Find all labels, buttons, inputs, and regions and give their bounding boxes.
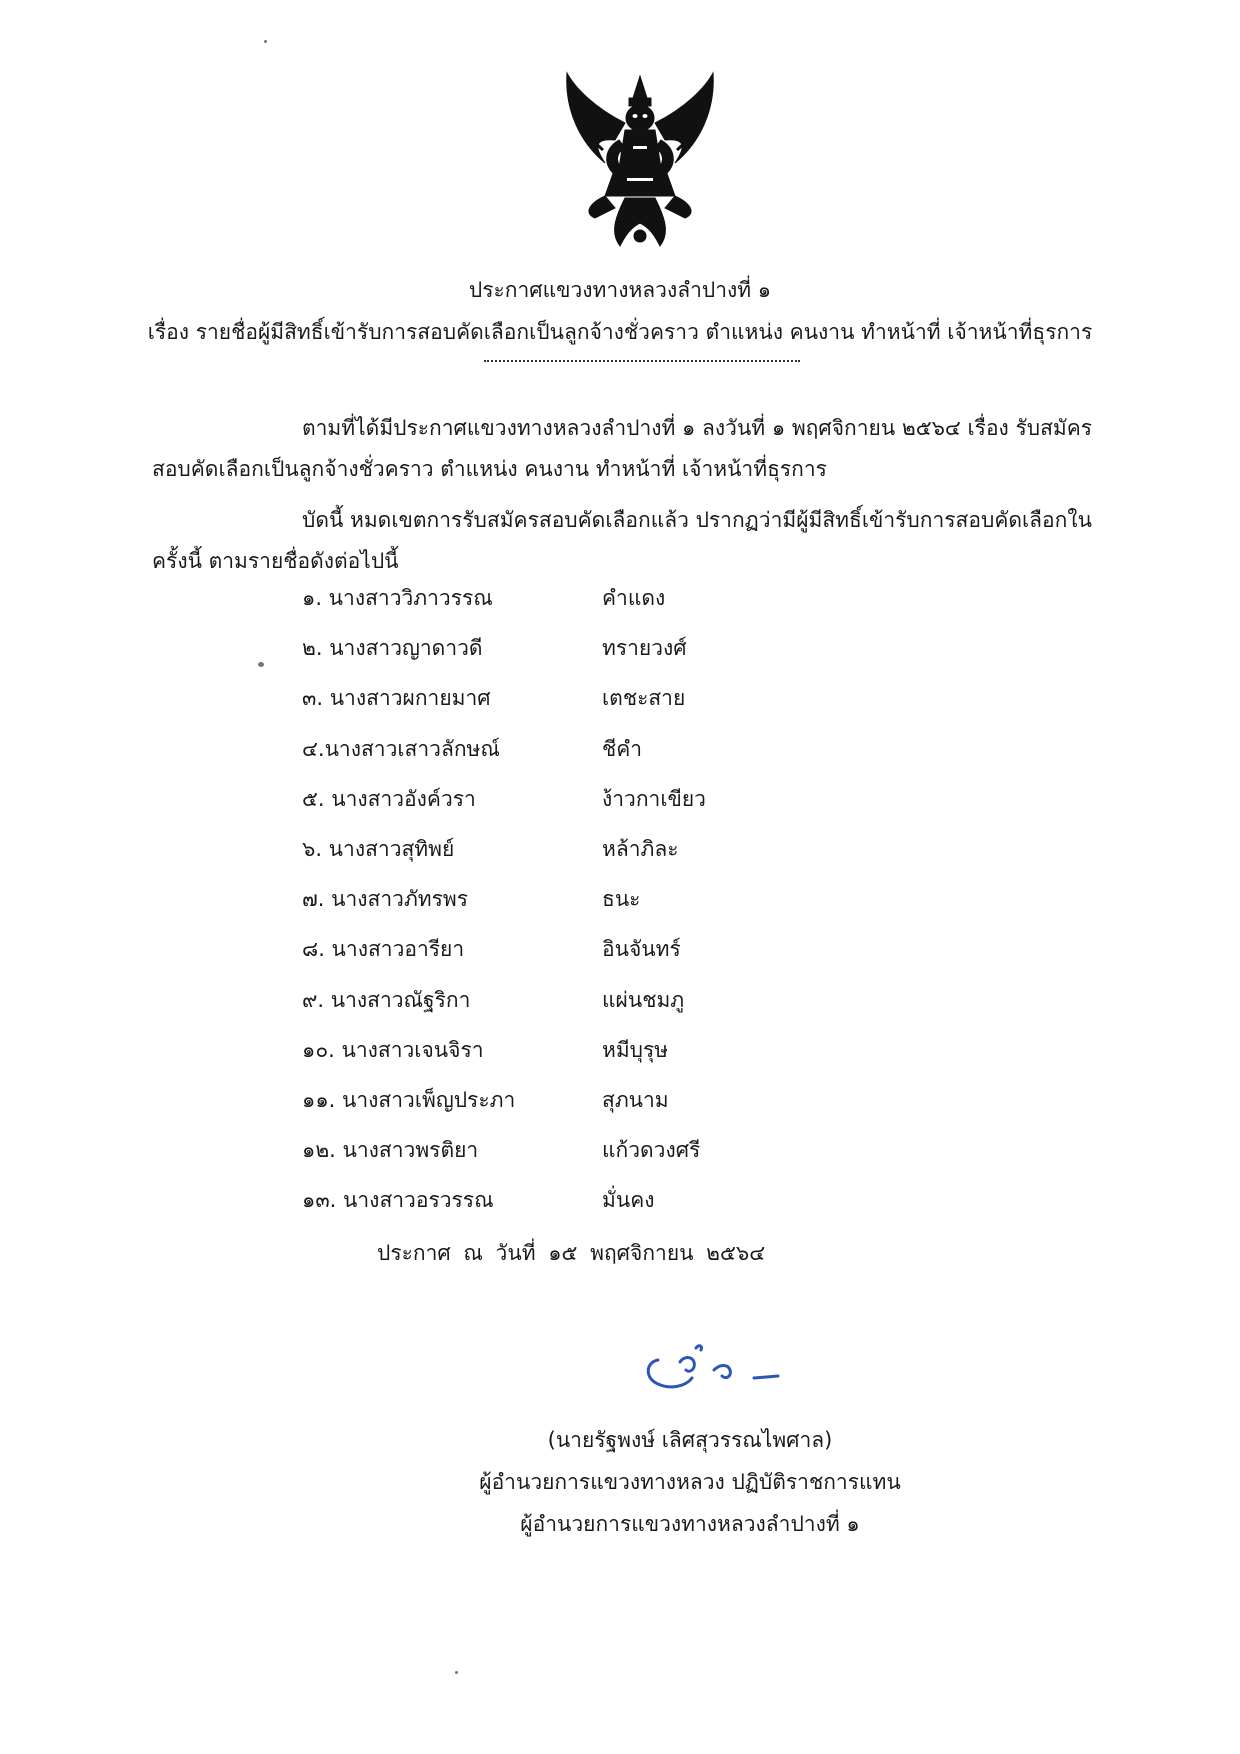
paragraph-reference bbox=[152, 408, 1132, 490]
candidate-first-name: ๔.นางสาวเสาวลักษณ์ bbox=[302, 736, 500, 761]
candidate-last-name: ง้าวกาเขียว bbox=[602, 786, 706, 811]
signer-organization: ผู้อำนวยการแขวงทางหลวงลำปางที่ ๑ bbox=[520, 1512, 860, 1536]
candidate-last-name: สุภนาม bbox=[602, 1087, 669, 1112]
list-item bbox=[302, 933, 902, 983]
list-item bbox=[302, 833, 902, 883]
announcement-date: ประกาศ ณ วันที่ ๑๕ พฤศจิกายน ๒๕๖๔ bbox=[377, 1241, 766, 1265]
scan-speck bbox=[264, 40, 267, 43]
paragraph-line: ครั้งนี้ ตามรายชื่อดังต่อไปนี้ bbox=[152, 549, 399, 573]
announcement-subject: เรื่อง รายชื่อผู้มีสิทธิ์เข้ารับการสอบคัดเลือกเป็นลูกจ้างชั่วคราว ตำแหน่ง คนงาน ทำหน้าที่ เจ้าหน้าที่ธุรการ bbox=[147, 320, 1093, 344]
signer-title: ผู้อำนวยการแขวงทางหลวง ปฏิบัติราชการแทน bbox=[479, 1470, 901, 1494]
list-item bbox=[302, 632, 902, 682]
candidate-last-name: แผ่นชมภู bbox=[602, 987, 685, 1012]
candidate-last-name: หล้าภิละ bbox=[602, 836, 679, 861]
candidate-first-name: ๙. นางสาวณัฐริกา bbox=[302, 987, 471, 1012]
list-item bbox=[302, 682, 902, 732]
dotted-separator bbox=[484, 350, 800, 362]
candidate-first-name: ๕. นางสาวอังค์วรา bbox=[302, 786, 476, 811]
signer-name: (นายรัฐพงษ์ เลิศสุวรรณไพศาล) bbox=[547, 1428, 833, 1452]
candidate-first-name: ๑๑. นางสาวเพ็ญประภา bbox=[302, 1087, 516, 1112]
scan-speck bbox=[455, 1671, 458, 1674]
paragraph-line: ตามที่ได้มีประกาศแขวงทางหลวงลำปางที่ ๑ ลงวันที่ ๑ พฤศจิกายน ๒๕๖๔ เรื่อง รับสมัคร bbox=[302, 416, 1093, 440]
candidate-last-name: มั่นคง bbox=[602, 1188, 655, 1213]
candidate-last-name: คำแดง bbox=[602, 586, 666, 610]
list-item bbox=[302, 783, 902, 833]
candidate-first-name: ๑๒. นางสาวพรติยา bbox=[302, 1138, 479, 1163]
candidate-first-name: ๖. นางสาวสุทิพย์ bbox=[302, 836, 455, 861]
candidate-first-name: ๒. นางสาวญาดาวดี bbox=[302, 636, 483, 661]
announcement-title: ประกาศแขวงทางหลวงลำปางที่ ๑ bbox=[468, 278, 772, 302]
candidate-first-name: ๓. นางสาวผกายมาศ bbox=[302, 686, 491, 711]
candidate-last-name: แก้วดวงศรี bbox=[602, 1138, 701, 1163]
list-item bbox=[302, 733, 902, 783]
candidate-last-name: เตชะสาย bbox=[602, 686, 686, 711]
list-item bbox=[302, 984, 902, 1034]
paragraph-line: สอบคัดเลือกเป็นลูกจ้างชั่วคราว ตำแหน่ง คนงาน ทำหน้าที่ เจ้าหน้าที่ธุรการ bbox=[152, 457, 827, 481]
list-item bbox=[302, 883, 902, 933]
candidate-last-name: อินจันทร์ bbox=[602, 937, 681, 962]
candidate-first-name: ๗. นางสาวภัทรพร bbox=[302, 887, 469, 912]
candidate-last-name: หมีบุรุษ bbox=[602, 1037, 669, 1062]
candidate-list bbox=[302, 582, 902, 1234]
candidate-last-name: ธนะ bbox=[602, 887, 641, 912]
signature-icon bbox=[636, 1340, 806, 1400]
candidate-first-name: ๑. นางสาววิภาวรรณ bbox=[302, 586, 493, 610]
candidate-last-name: ทรายวงศ์ bbox=[602, 636, 687, 661]
candidate-first-name: ๑๓. นางสาวอรวรรณ bbox=[302, 1188, 494, 1213]
paragraph-line: บัดนี้ หมดเขตการรับสมัครสอบคัดเลือกแล้ว ปรากฏว่ามีผู้มีสิทธิ์เข้ารับการสอบคัดเลือกใน bbox=[302, 508, 1092, 532]
list-item bbox=[302, 1084, 902, 1134]
paragraph-announcement bbox=[152, 500, 1132, 582]
scan-speck bbox=[258, 662, 264, 667]
list-item bbox=[302, 582, 902, 632]
list-item bbox=[302, 1134, 902, 1184]
candidate-last-name: ชีคำ bbox=[602, 736, 643, 761]
candidate-first-name: ๘. นางสาวอารียา bbox=[302, 937, 465, 962]
candidate-first-name: ๑๐. นางสาวเจนจิรา bbox=[302, 1037, 484, 1062]
list-item bbox=[302, 1034, 902, 1084]
list-item bbox=[302, 1184, 902, 1234]
garuda-emblem-icon bbox=[555, 68, 725, 253]
